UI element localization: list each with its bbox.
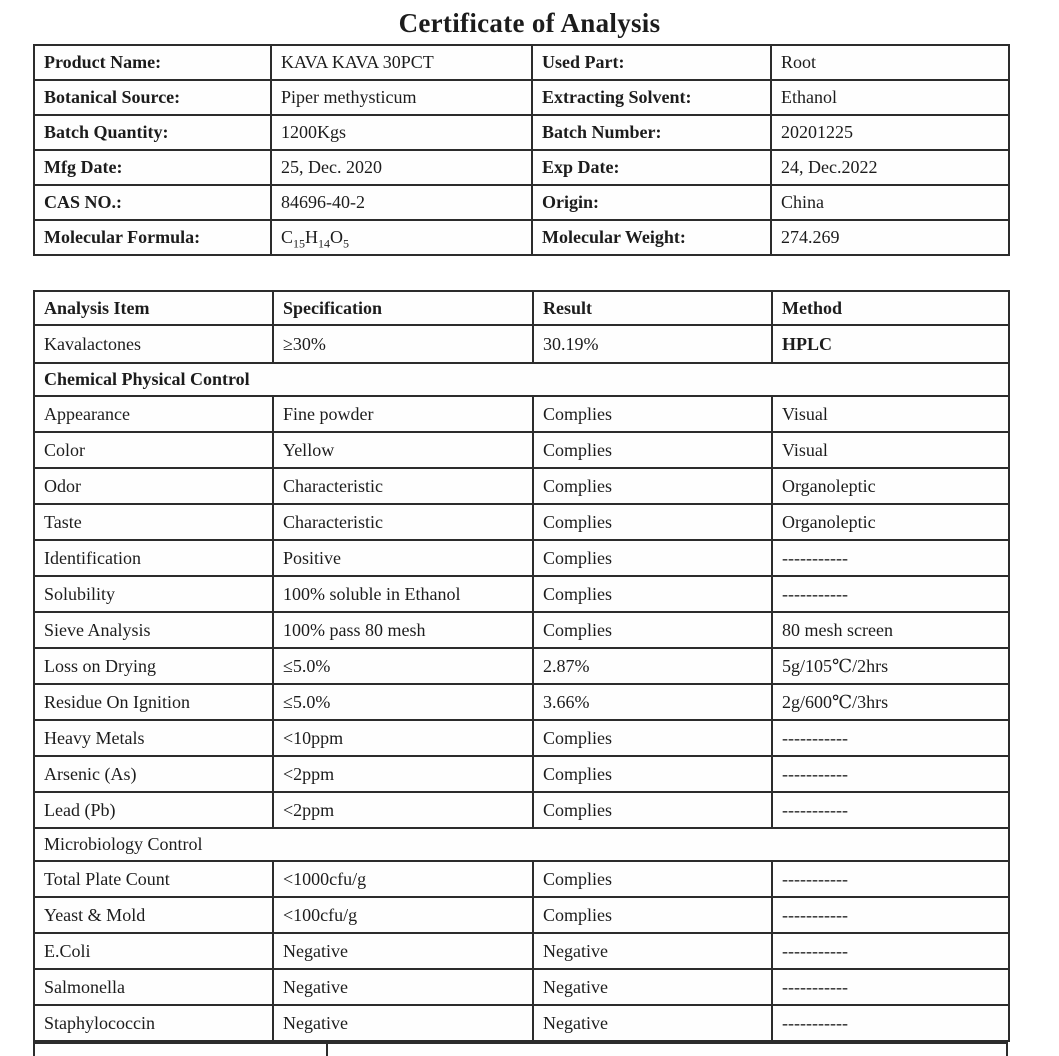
table-cell: <2ppm [273,756,533,792]
table-row [34,576,1009,612]
table-cell: 84696-40-2 [271,185,532,220]
table-cell: China [771,185,1009,220]
table-cell: Batch Quantity: [34,115,271,150]
table-cell: Visual [772,432,1009,468]
table-cell: Complies [533,576,772,612]
table-cell: Taste [34,504,273,540]
table-cell: <100cfu/g [273,897,533,933]
table-cell: ----------- [772,897,1009,933]
table-cell: Molecular Weight: [532,220,771,255]
table-cell: Negative [533,933,772,969]
table-cell: Product Name: [34,45,271,80]
table-row [34,897,1009,933]
table-cell: Complies [533,861,772,897]
table-cell: Lead (Pb) [34,792,273,828]
table-cell: Complies [533,540,772,576]
table-cell: Complies [533,468,772,504]
table-cell: Yeast & Mold [34,897,273,933]
table-cell: 24, Dec.2022 [771,150,1009,185]
table-row [34,504,1009,540]
table-row [34,933,1009,969]
table-cell: HPLC [772,325,1009,363]
table-row [34,540,1009,576]
section-row [34,363,1009,396]
table-row [34,468,1009,504]
table-cell: 25, Dec. 2020 [271,150,532,185]
table-cell: Fine powder [273,396,533,432]
table-cell: Yellow [273,432,533,468]
analysis-table-head [34,291,1009,325]
table-cell [271,220,532,255]
table-cell: Odor [34,468,273,504]
table-cell: 100% pass 80 mesh [273,612,533,648]
table-cell: <10ppm [273,720,533,756]
table-row [34,150,1009,185]
table-cell: <1000cfu/g [273,861,533,897]
table-cell: Complies [533,504,772,540]
table-cell: 80 mesh screen [772,612,1009,648]
table-cell: 1200Kgs [271,115,532,150]
table-row [34,648,1009,684]
table-cell: Organoleptic [772,468,1009,504]
table-cell: ----------- [772,861,1009,897]
table-cell: ----------- [772,576,1009,612]
table-cell: Complies [533,792,772,828]
table-row [34,792,1009,828]
table-cell: Total Plate Count [34,861,273,897]
column-header: Result [533,291,772,325]
table-cell: Mfg Date: [34,150,271,185]
table-cell: 274.269 [771,220,1009,255]
table-row [34,1005,1009,1041]
table-row [34,684,1009,720]
table-cell: Sieve Analysis [34,612,273,648]
section-title-cell: Microbiology Control [34,828,1009,861]
table-row [34,969,1009,1005]
table-row [34,115,1009,150]
table-cell: Characteristic [273,468,533,504]
table-cell: Kavalactones [34,325,273,363]
table-cell: Complies [533,756,772,792]
table-row [34,612,1009,648]
table-cell: ≥30% [273,325,533,363]
table-cell: Color [34,432,273,468]
table-cell: Negative [273,969,533,1005]
analysis-table-body [34,325,1009,1041]
table-row [34,720,1009,756]
table-cell: Ethanol [771,80,1009,115]
product-info-table [33,44,1010,256]
table-cell: Loss on Drying [34,648,273,684]
table-cell: ----------- [772,792,1009,828]
table-cell: Negative [533,969,772,1005]
table-cell: Appearance [34,396,273,432]
table-cell: Complies [533,720,772,756]
table-cell: 100% soluble in Ethanol [273,576,533,612]
table-cell: E.Coli [34,933,273,969]
table-cell: 2.87% [533,648,772,684]
table-cell: Extracting Solvent: [532,80,771,115]
table-cell: Negative [533,1005,772,1041]
table-cell: Complies [533,612,772,648]
table-cell: Heavy Metals [34,720,273,756]
table-cell: Used Part: [532,45,771,80]
table-cell: Exp Date: [532,150,771,185]
table-cell: 3.66% [533,684,772,720]
table-row [34,185,1009,220]
table-cell: Complies [533,396,772,432]
table-cell: Negative [273,933,533,969]
table-cell: ----------- [772,969,1009,1005]
table-cell: Identification [34,540,273,576]
table-cell: ----------- [772,540,1009,576]
table-row [34,80,1009,115]
table-row [34,45,1009,80]
table-cell: CAS NO.: [34,185,271,220]
column-header: Specification [273,291,533,325]
molecular-formula-value: $C_{15}H_{14}O_5$ [281,227,350,251]
table-cell: Root [771,45,1009,80]
analysis-header-row [34,291,1009,325]
table-cell: ----------- [772,933,1009,969]
table-cell: 2g/600℃/3hrs [772,684,1009,720]
table-cell: ----------- [772,720,1009,756]
table-cell: Arsenic (As) [34,756,273,792]
table-cell: ----------- [772,756,1009,792]
table-cell: KAVA KAVA 30PCT [271,45,532,80]
table-cell: 20201225 [771,115,1009,150]
table-cell: Piper methysticum [271,80,532,115]
table-cell: <2ppm [273,792,533,828]
table-cell: Characteristic [273,504,533,540]
table-cell: ----------- [772,1005,1009,1041]
table-cell: Positive [273,540,533,576]
section-title-cell: Chemical Physical Control [34,363,1009,396]
table-cell: Organoleptic [772,504,1009,540]
table-row [34,756,1009,792]
table-cell: Salmonella [34,969,273,1005]
table-cell: Batch Number: [532,115,771,150]
table-cell: Residue On Ignition [34,684,273,720]
table-row [34,220,1009,255]
table-cell: Complies [533,432,772,468]
table-cell: Origin: [532,185,771,220]
column-header: Method [772,291,1009,325]
table-row [34,432,1009,468]
table-cell: 30.19% [533,325,772,363]
table-cell: Complies [533,897,772,933]
table-row [34,325,1009,363]
table-cell: ≤5.0% [273,648,533,684]
table-row [34,861,1009,897]
table-cell: ≤5.0% [273,684,533,720]
section-row [34,828,1009,861]
product-info-body [34,45,1009,255]
page-title: Certificate of Analysis [398,8,661,38]
column-header: Analysis Item [34,291,273,325]
table-cell: 5g/105℃/2hrs [772,648,1009,684]
table-cell: Solubility [34,576,273,612]
table-row [34,396,1009,432]
table-cell: Staphylococcin [34,1005,273,1041]
next-table-sliver [33,1042,1008,1056]
analysis-table [33,290,1010,1042]
table-cell: Molecular Formula: [34,220,271,255]
next-table-column-divider [326,1044,328,1056]
table-cell: Botanical Source: [34,80,271,115]
table-cell: Negative [273,1005,533,1041]
table-cell: Visual [772,396,1009,432]
